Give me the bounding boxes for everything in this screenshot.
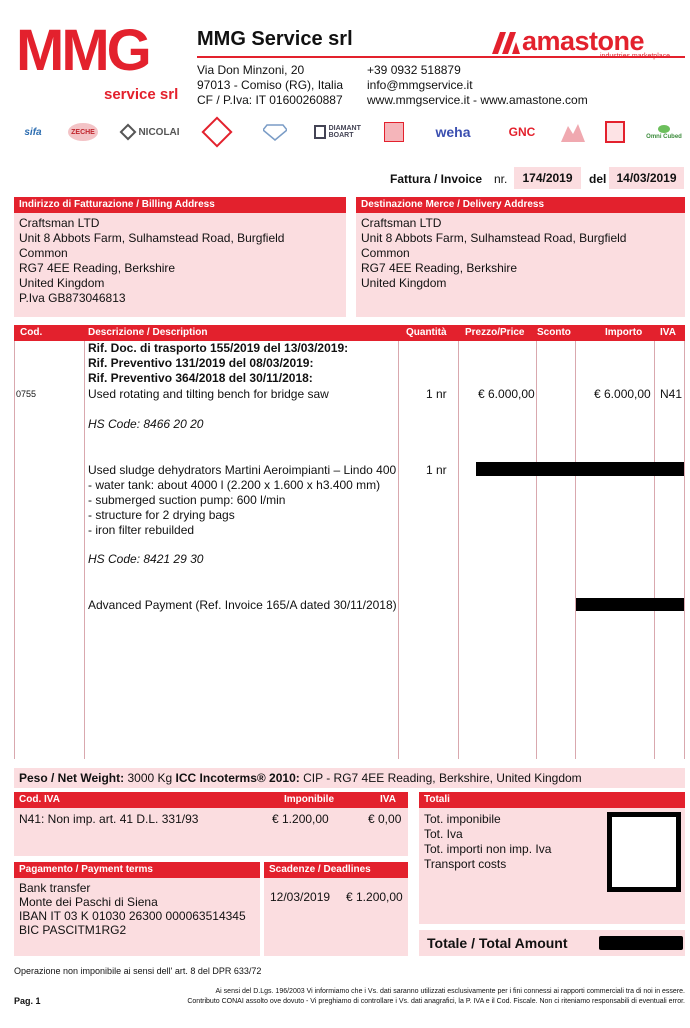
col-header-quantity: Quantità	[406, 327, 447, 338]
vat-header: IVA	[380, 794, 396, 805]
brand-logo-omni-cubed	[644, 121, 684, 143]
brand-logo-red-square	[382, 121, 406, 143]
vat-summary-header	[14, 792, 408, 808]
deadline-date: 12/03/2019	[270, 890, 331, 904]
col-header-price: Prezzo/Price	[465, 327, 525, 338]
totals-header: Totali	[419, 792, 685, 808]
payment-line: BIC PASCITM1RG2	[19, 923, 127, 937]
reference-line: Rif. Preventivo 364/2018 del 30/11/2018:	[88, 371, 313, 385]
address-line: 97013 - Comiso (RG), Italia	[197, 78, 344, 92]
item-detail-line: - iron filter rebuilded	[88, 523, 195, 537]
payment-line: Bank transfer	[19, 881, 91, 895]
reference-list	[88, 341, 348, 386]
column-divider	[536, 341, 537, 759]
vat-summary-body	[14, 808, 408, 856]
vat-exemption-note: Operazione non imponibile ai sensi dell' art. 8 del DPR 633/72	[14, 966, 262, 976]
delivery-line: Unit 8 Abbots Farm, Sulhamstead Road, Burgfield	[361, 231, 627, 245]
totals-body	[419, 808, 685, 924]
company-address	[197, 63, 343, 108]
phone: +39 0932 518879	[367, 63, 461, 77]
vat-code-value: N41: Non imp. art. 41 D.L. 331/93	[19, 812, 199, 826]
col-header-vat: IVA	[660, 327, 676, 338]
deadline-amount: € 1.200,00	[346, 890, 403, 904]
grand-total-label: Totale / Total Amount	[427, 935, 568, 951]
totals-lines	[424, 812, 551, 872]
address-line: Via Don Minzoni, 20	[197, 63, 305, 77]
total-line: Tot. importi non imp. Iva	[424, 842, 552, 856]
nicolai-diamond-icon	[120, 124, 137, 141]
item-description: Advanced Payment (Ref. Invoice 165/A dated 30/11/2018)	[88, 598, 397, 612]
delivery-address-box	[356, 197, 685, 317]
brand-logo-diamant-boart-text: DIAMANT BOART	[328, 125, 361, 139]
grand-total-bar	[419, 930, 685, 956]
col-header-cod: Cod.	[20, 327, 43, 338]
email: info@mmgservice.it	[367, 78, 473, 92]
address-line: CF / P.Iva: IT 01600260887	[197, 93, 343, 107]
total-line: Tot. imponibile	[424, 812, 501, 826]
legal-notice	[150, 987, 685, 1007]
taxable-value: € 1.200,00	[272, 812, 329, 826]
deadlines-box	[264, 862, 408, 956]
brand-logo-weha: weha	[435, 124, 471, 140]
billing-line: Common	[19, 246, 68, 260]
brand-logo-nicolai	[118, 121, 184, 143]
delivery-line: RG7 4EE Reading, Berkshire	[361, 261, 518, 275]
dice-logo-icon	[201, 116, 232, 147]
col-header-discount: Sconto	[537, 327, 571, 338]
billing-line: P.Iva GB873046813	[19, 291, 126, 305]
item-quantity: 1 nr	[426, 463, 447, 477]
brand-logo-pm	[602, 121, 628, 143]
payment-line: IBAN IT 03 K 01030 26300 000063514345	[19, 909, 246, 923]
invoice-date: 14/03/2019	[609, 167, 684, 189]
item-amount: € 6.000,00	[594, 387, 651, 401]
total-line: Tot. Iva	[424, 827, 463, 841]
billing-line: RG7 4EE Reading, Berkshire	[19, 261, 176, 275]
item-quantity: 1 nr	[426, 387, 447, 401]
amastone-mark-icon	[492, 30, 520, 54]
payment-line: Monte dei Paschi di Siena	[19, 895, 158, 909]
company-contacts	[367, 63, 588, 108]
legal-line: Contributo CONAI assolto ove dovuto - Vi preghiamo di controllare i Vs. dati anagrafici, la P. IVA e il Cod. Fiscale. Non ci riteniamo responsabili di eventuali error.	[187, 998, 685, 1005]
redacted-amount	[576, 598, 684, 611]
redacted-amount	[476, 462, 684, 476]
red-square-logo-icon	[384, 122, 404, 142]
reference-line: Rif. Preventivo 131/2019 del 08/03/2019:	[88, 356, 314, 370]
brand-logo-gnc: GNC	[508, 125, 536, 139]
billing-address-header: Indirizzo di Fatturazione / Billing Address	[14, 197, 346, 213]
payment-terms-box	[14, 862, 260, 956]
item-detail-line: - water tank: about 4000 l (2.200 x 1.600 x h3.400 mm)	[88, 478, 381, 492]
brand-logo-nicolai-text: NICOLAI	[138, 126, 180, 138]
item-detail-line: - submerged suction pump: 600 l/min	[88, 493, 286, 507]
billing-address-body	[14, 213, 346, 317]
delivery-line: Common	[361, 246, 410, 260]
invoice-number: 174/2019	[514, 167, 581, 189]
column-divider	[654, 341, 655, 759]
redacted-totals-inner	[612, 817, 676, 887]
vat-summary-box	[14, 792, 408, 856]
billing-address-box	[14, 197, 346, 317]
invoice-nr-label: nr.	[494, 172, 508, 186]
brand-logo-mountain	[560, 121, 586, 143]
item-detail-line: - structure for 2 drying bags	[88, 508, 235, 522]
col-header-description: Descrizione / Description	[88, 327, 208, 338]
invoice-label: Fattura / Invoice	[390, 172, 483, 186]
item-description: Used rotating and tilting bench for bridge saw	[88, 387, 329, 401]
amastone-logo: amastone	[522, 26, 645, 56]
delivery-address-body	[356, 213, 685, 317]
pm-logo-icon	[605, 121, 625, 143]
invoice-date-label: del	[589, 172, 607, 186]
payment-terms-body	[14, 878, 260, 956]
item-code: 0755	[16, 389, 37, 399]
table-border-left	[14, 341, 15, 759]
brand-logo-zeche	[66, 121, 100, 143]
weight-incoterms-bar	[14, 768, 685, 788]
brand-logo-diamond	[252, 121, 298, 143]
delivery-line: Craftsman LTD	[361, 216, 442, 230]
item-hs-code: HS Code: 8421 29 30	[88, 552, 204, 566]
amastone-subtitle: industries marketplace	[600, 53, 671, 60]
billing-line: Unit 8 Abbots Farm, Sulhamstead Road, Burgfield	[19, 231, 285, 245]
payment-terms-header: Pagamento / Payment terms	[14, 862, 260, 878]
company-name: MMG Service srl	[197, 28, 353, 50]
item-price: € 6.000,00	[478, 387, 535, 401]
page-number: Pag. 1	[14, 996, 41, 1006]
redacted-grand-total	[599, 936, 683, 950]
item-vat-code: N41	[660, 387, 683, 401]
diamond-icon	[263, 123, 287, 141]
redacted-totals	[607, 812, 681, 892]
vat-value: € 0,00	[368, 812, 402, 826]
column-divider	[398, 341, 399, 759]
net-weight-value: 3000 Kg	[127, 771, 173, 785]
brand-logo-sifa: sifa	[24, 126, 42, 138]
col-header-amount: Importo	[605, 327, 643, 338]
deadlines-body	[264, 878, 408, 956]
incoterms-label: ICC Incoterms® 2010:	[175, 771, 300, 785]
brand-logo-omni-cubed-text: Omni Cubed	[646, 134, 682, 140]
legal-line: Ai sensi del D.Lgs. 196/2003 Vi informiamo che i Vs. dati saranno utilizzati esclusivamente per i fini connessi ai rapporti commerciali tra di noi in essere.	[215, 988, 685, 995]
net-weight-label: Peso / Net Weight:	[19, 771, 125, 785]
mmg-logo: MMG	[16, 18, 149, 83]
column-divider	[458, 341, 459, 759]
vat-code-header: Cod. IVA	[19, 794, 60, 805]
incoterms-value: CIP - RG7 4EE Reading, Berkshire, United Kingdom	[303, 771, 582, 785]
reference-line: Rif. Doc. di trasporto 155/2019 del 13/03/2019:	[88, 341, 349, 355]
column-divider	[84, 341, 85, 759]
website: www.mmgservice.it - www.amastone.com	[367, 93, 588, 107]
delivery-line: United Kingdom	[361, 276, 447, 290]
brand-logo-dice	[202, 121, 232, 143]
item-details	[88, 478, 380, 538]
totals-box	[419, 792, 685, 924]
item-hs-code: HS Code: 8466 20 20	[88, 417, 204, 431]
leaf-icon	[657, 124, 671, 134]
billing-line: United Kingdom	[19, 276, 105, 290]
billing-line: Craftsman LTD	[19, 216, 100, 230]
delivery-address-header: Destinazione Merce / Delivery Address	[356, 197, 685, 213]
diamant-boart-icon	[314, 125, 326, 139]
taxable-header: Imponibile	[284, 794, 334, 805]
total-line: Transport costs	[424, 857, 507, 871]
mmg-logo-subtitle: service srl	[104, 86, 179, 103]
table-border-right	[684, 341, 685, 759]
column-divider	[575, 341, 576, 759]
mountain-icon	[561, 122, 585, 142]
deadlines-header: Scadenze / Deadlines	[264, 862, 408, 878]
item-description: Used sludge dehydrators Martini Aeroimpianti – Lindo 400	[88, 463, 397, 477]
brand-logo-zeche-text: ZECHE	[68, 123, 98, 141]
brand-logo-diamant-boart	[314, 121, 366, 143]
